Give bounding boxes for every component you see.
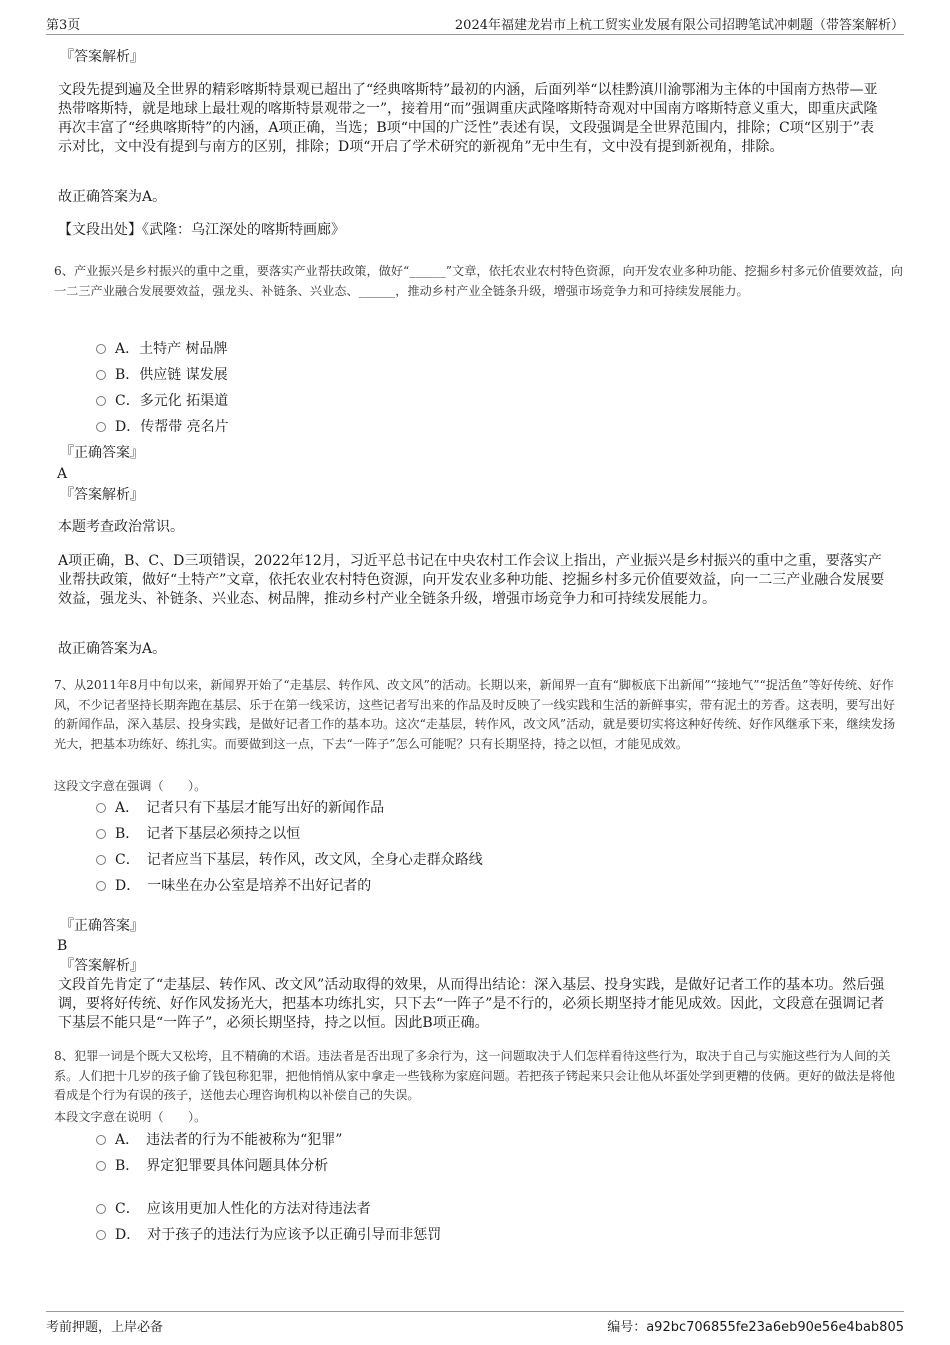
q6-option-a[interactable]: A．土特产 树品牌 — [96, 339, 228, 359]
radio-icon[interactable] — [96, 344, 106, 354]
q6-answer-label: 『正确答案』 — [60, 445, 144, 461]
page-number: 第3页 — [46, 18, 81, 33]
q6-analysis-intro: 本题考查政治常识。 — [58, 519, 184, 535]
q8-option-a[interactable]: A． 违法者的行为不能被称为“犯罪” — [96, 1130, 342, 1150]
q8-prompt: 本段文字意在说明（ ）。 — [54, 1110, 207, 1124]
footer-slogan: 考前押题，上岸必备 — [46, 1320, 164, 1335]
q8-option-d[interactable]: D． 对于孩子的违法行为应该予以正确引导而非惩罚 — [96, 1225, 441, 1245]
q7-analysis-text: 文段首先肯定了“走基层、转作风、改文风”活动取得的效果，从而得出结论：深入基层、投身实践，是做好记者工作的基本功。然后强调，要将好传统、好作风发扬光大，把基本功练扎实，只下去“一阵子”是不行的，必须长期坚持才能见成效。因此，文段意在强调记者下基层不能只是“一阵子”，必须长期坚持，持之以恒。因此B项正确。 — [58, 977, 885, 1031]
q6-answer: A — [57, 466, 68, 482]
q7-prompt: 这段文字意在强调（ ）。 — [54, 779, 207, 793]
radio-icon[interactable] — [96, 1161, 106, 1171]
q7-option-d[interactable]: D． 一味坐在办公室是培养不出好记者的 — [96, 876, 371, 896]
q6-analysis-text: A项正确，B、C、D三项错误，2022年12月，习近平总书记在中央农村工作会议上指出，产业振兴是乡村振兴的重中之重，要落实产业帮扶政策，做好“土特产”文章，依托农业农村特色资源，向开发农业多种功能、挖掘乡村多元价值要效益，向一二三产业融合发展要效益，强龙头、补链条、兴业态、树品牌，推动乡村产业全链条升级，增强市场竞争力和可持续发展能力。 — [58, 553, 885, 607]
q6-option-b[interactable]: B．供应链 谋发展 — [96, 365, 228, 385]
page-header — [46, 12, 904, 35]
q7-option-a[interactable]: A． 记者只有下基层才能写出好的新闻作品 — [96, 798, 384, 818]
radio-icon[interactable] — [96, 422, 106, 432]
q6-option-d[interactable]: D．传帮带 亮名片 — [96, 417, 229, 437]
radio-icon[interactable] — [96, 370, 106, 380]
radio-icon[interactable] — [96, 1135, 106, 1145]
s5-analysis-text: 文段先提到遍及全世界的精彩喀斯特景观已超出了“经典喀斯特”最初的内涵，后面列举“以桂黔滇川渝鄂湘为主体的中国南方热带—亚热带喀斯特，就是地球上最壮观的喀斯特景观带之一”，接着用“而”强调重庆武隆喀斯特奇观对中国南方喀斯特意义重大，即重庆武隆再次丰富了“经典喀斯特”的内涵，A项正确，当选；B项“中国的广泛性”表述有误，文段强调是全世界范围内，排除；C项“区别于”表示对比，文中没有提到与南方的区别，排除；D项“开启了学术研究的新视角”无中生有，文中没有提到新视角，排除。 — [58, 82, 878, 155]
radio-icon[interactable] — [96, 829, 106, 839]
s5-source: 【文段出处】《武隆：乌江深处的喀斯特画廊》 — [58, 222, 345, 238]
document-code: 编号：a92bc706855fe23a6eb90e56e4bab805 — [607, 1320, 904, 1335]
q7-analysis-label: 『答案解析』 — [60, 958, 144, 974]
q6-analysis-label: 『答案解析』 — [60, 487, 144, 503]
radio-icon[interactable] — [96, 803, 106, 813]
q7-answer: B — [57, 938, 68, 954]
radio-icon[interactable] — [96, 1230, 106, 1240]
q7-question-text: 7、从2011年8月中旬以来，新闻界开始了“走基层、转作风、改文风”的活动。长期以来，新闻界一直有“脚板底下出新闻”“接地气”“捉活鱼”等好传统、好作风，不少记者坚持长期奔跑在基层、乐于在第一线采访，这些记者写出来的作品及时反映了一线实践和生活的新鲜事实，带有泥土的芳香。这表明，要写出好的新闻作品，深入基层、投身实践，是做好记者工作的基本功。这次“走基层，转作风，改文风”活动，就是要切实将这种好传统、好作风继承下来，继续发扬光大，把基本功练好、练扎实。而要做到这一点，下去“一阵子”怎么可能呢？只有长期坚持，持之以恒，才能见成效。 — [54, 678, 896, 751]
page-footer — [46, 1311, 904, 1335]
q7-option-c[interactable]: C． 记者应当下基层，转作风，改文风，全身心走群众路线 — [96, 850, 483, 870]
q6-option-c[interactable]: C．多元化 拓渠道 — [96, 391, 228, 411]
q6-question-text: 6、产业振兴是乡村振兴的重中之重，要落实产业帮扶政策，做好“______”文章，依托农业农村特色资源，向开发农业多种功能、挖掘乡村多元价值要效益，向一二三产业融合发展要效益，强龙头、补链条、兴业态、______，推动乡村产业全链条升级，增强市场竞争力和可持续发展能力。 — [54, 264, 903, 298]
q6-conclusion: 故正确答案为A。 — [58, 641, 167, 657]
s5-analysis-label: 『答案解析』 — [60, 49, 144, 65]
radio-icon[interactable] — [96, 855, 106, 865]
document-title: 2024年福建龙岩市上杭工贸实业发展有限公司招聘笔试冲刺题（带答案解析） — [454, 18, 904, 33]
q8-question-text: 8、犯罪一词是个既大又松垮，且不精确的术语。违法者是否出现了多余行为，这一问题取决于人们怎样看待这些行为，取决于自己与实施这些行为人间的关系。人们把十几岁的孩子偷了钱包称犯罪，把他悄悄从家中拿走一些钱称为家庭问题。若把孩子铐起来只会让他从坏蛋处学到更糟的伎俩。更好的做法是将他看成是个行为有误的孩子，送他去心理咨询机构以补偿自己的失误。 — [54, 1049, 895, 1102]
radio-icon[interactable] — [96, 881, 106, 891]
q7-option-b[interactable]: B． 记者下基层必须持之以恒 — [96, 824, 300, 844]
q7-answer-label: 『正确答案』 — [60, 918, 144, 934]
radio-icon[interactable] — [96, 396, 106, 406]
q8-option-c[interactable]: C． 应该用更加人性化的方法对待违法者 — [96, 1199, 371, 1219]
q8-option-b[interactable]: B． 界定犯罪要具体问题具体分析 — [96, 1156, 328, 1176]
s5-conclusion: 故正确答案为A。 — [58, 189, 167, 205]
radio-icon[interactable] — [96, 1204, 106, 1214]
